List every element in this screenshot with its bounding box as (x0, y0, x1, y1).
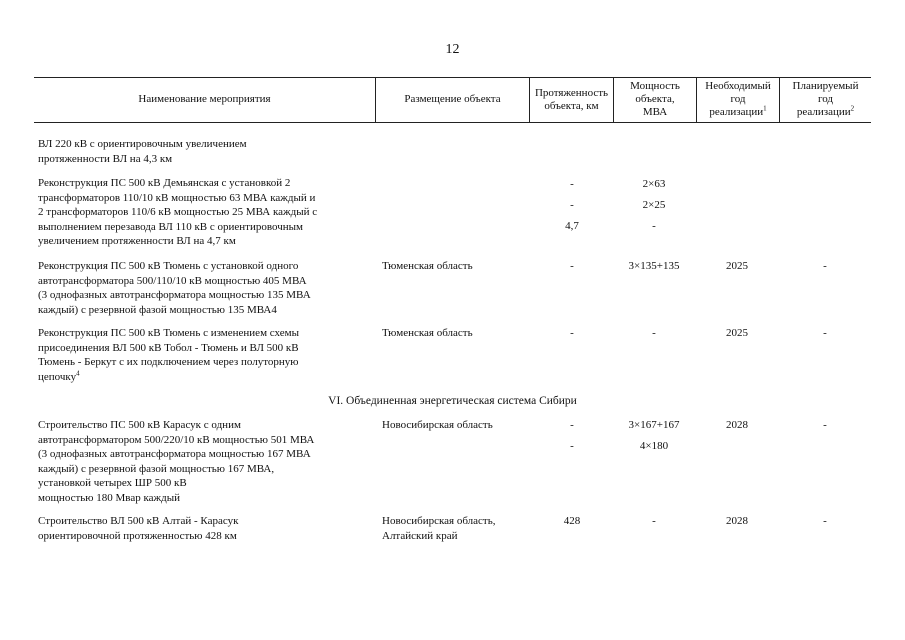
table-row-power: - (652, 327, 656, 339)
table-row-needed-year: 2028 (726, 515, 748, 527)
table-row-length: 428 (563, 515, 581, 527)
table-row-planned-year: - (823, 419, 827, 431)
table-row-name: Строительство ПС 500 кВ Карасук с одним автотрансформатором 500/220/10 кВ мощностью 501 МВА (3 однофазных автотрансформатора мощностью 167 МВА каждый) с резервной фазой мощностью 167 МВА, установкой четырех ШР 500 кВ мощностью 180 Мвар каждый (38, 419, 315, 504)
table-row-power: 3×135+135 (628, 260, 680, 272)
page-number: 12 (445, 42, 460, 57)
table-row-place: Новосибирская область, Алтайский край (382, 515, 496, 542)
header-length: Протяженность объекта, км (534, 86, 609, 112)
table-row-name: Строительство ВЛ 500 кВ Алтай - Карасук ориентировочной протяженностью 428 км (38, 515, 239, 542)
table-row-place: Новосибирская область (382, 419, 493, 431)
table-row-place: Тюменская область (382, 260, 473, 272)
table-row-name: ВЛ 220 кВ с ориентировочным увеличением протяженности ВЛ на 4,3 км (38, 138, 247, 165)
header-planned-year: Планируемый год реализации$^2$ (792, 80, 859, 118)
table-row-name: Реконструкция ПС 500 кВ Демьянская с установкой 2 трансформаторов 110/10 кВ мощностью 63 МВА каждый и 2 трансформаторов 110/6 кВ мощностью 25 МВА каждый с выполнением перезавода ВЛ 110 кВ с ориентировочным увеличением протяженности ВЛ на 4,7 км (38, 177, 318, 247)
table-row-length: - - (570, 419, 574, 452)
header-bottom-rule (34, 122, 871, 123)
table-row-length: - (570, 327, 574, 339)
header-needed-year: Необходимый год реализации$^1$ (705, 80, 771, 118)
table-row-length: - - 4,7 (565, 178, 579, 232)
table-row-needed-year: 2028 (726, 419, 748, 431)
table-row-power: 3×167+167 4×180 (628, 419, 680, 452)
table-row-length: - (570, 260, 574, 272)
table-row-planned-year: - (823, 260, 827, 272)
table-row-name: Реконструкция ПС 500 кВ Тюмень с изменением схемы присоединения ВЛ 500 кВ Тобол - Тюмень и ВЛ 500 кВ Тюмень - Беркут с их подключением через полуторную цепочку$^4$ (38, 327, 299, 383)
section-heading: VI. Объединенная энергетическая система Сибири (328, 395, 577, 407)
table-row-power: 2×63 2×25 - (642, 178, 666, 232)
table-row-needed-year: 2025 (726, 260, 748, 272)
table-row-needed-year: 2025 (726, 327, 748, 339)
table-row-planned-year: - (823, 327, 827, 339)
header-power: Мощность объекта, МВА (630, 80, 680, 118)
header-place: Размещение объекта (404, 93, 501, 105)
header-name: Наименование мероприятия (138, 93, 271, 105)
table-row-name: Реконструкция ПС 500 кВ Тюмень с установкой одного автотрансформатора 500/110/10 кВ мощностью 405 МВА (3 однофазных автотрансформатора мощностью 135 МВА каждый) с резервной фазой мощностью 135 МВА4 (38, 260, 311, 316)
table-row-place: Тюменская область (382, 327, 473, 339)
table-row-planned-year: - (823, 515, 827, 527)
table-row-power: - (652, 515, 656, 527)
